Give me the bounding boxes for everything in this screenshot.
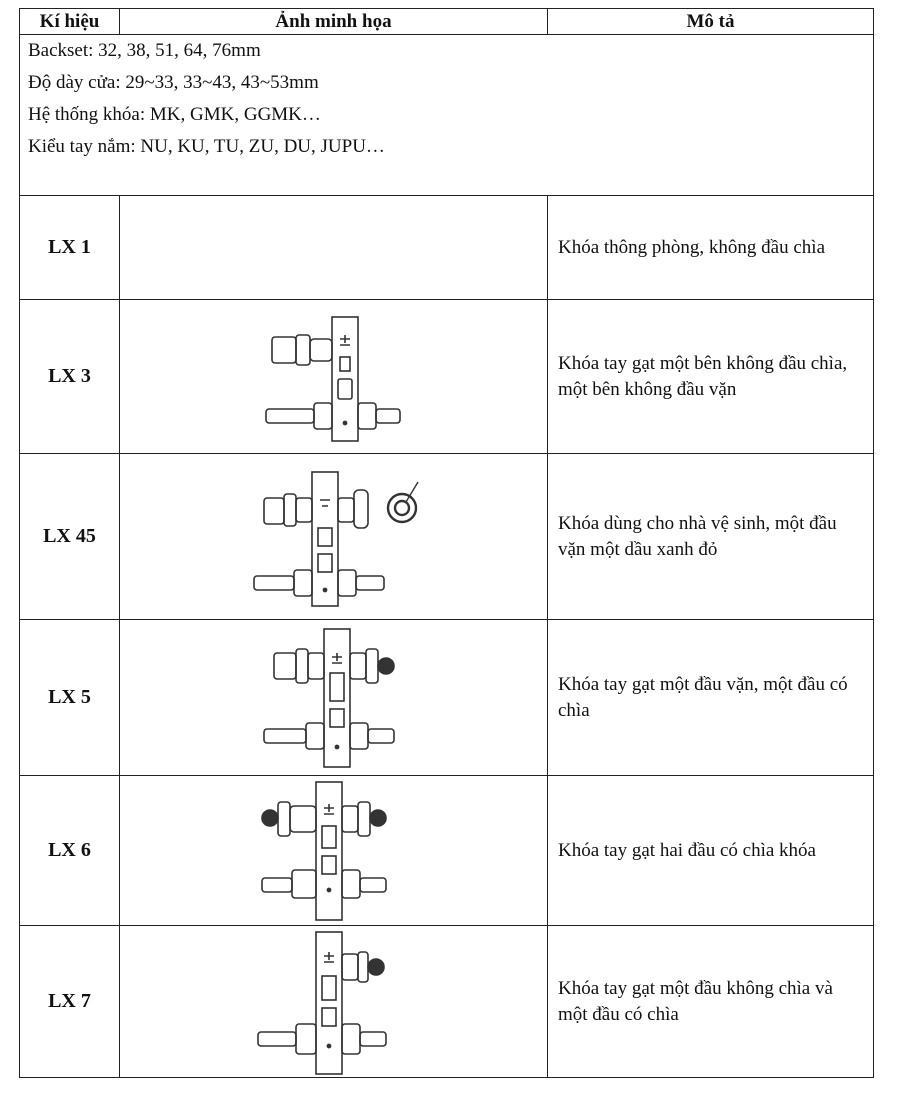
row-code: LX 5 xyxy=(20,620,120,776)
row-code: LX 1 xyxy=(20,196,120,300)
info-handle-style: Kiểu tay nắm: NU, KU, TU, ZU, DU, JUPU… xyxy=(28,136,385,157)
row-description: Khóa tay gạt một bên không đầu chìa, một bên không đầu vặn xyxy=(548,300,874,454)
table-row xyxy=(20,300,874,454)
lever-lock-illustration xyxy=(254,309,414,445)
table-row xyxy=(20,776,874,926)
info-cell xyxy=(20,35,874,196)
lever-lock-thumbturn-key-illustration xyxy=(254,625,414,771)
row-code: LX 3 xyxy=(20,300,120,454)
lever-lock-double-key-illustration xyxy=(254,778,414,924)
row-description: Khóa dùng cho nhà vệ sinh, một đầu vặn một dầu xanh đỏ xyxy=(548,454,874,620)
info-lock-system: Hệ thống khóa: MK, GMK, GGMK… xyxy=(28,104,321,125)
row-code: LX 6 xyxy=(20,776,120,926)
header-code: Kí hiệu xyxy=(20,9,120,35)
row-description: Khóa tay gạt hai đầu có chìa khóa xyxy=(548,776,874,926)
table-row xyxy=(20,196,874,300)
row-description: Khóa thông phòng, không đầu chìa xyxy=(548,196,874,300)
lever-lock-indicator-illustration xyxy=(234,462,434,612)
row-code: LX 7 xyxy=(20,926,120,1078)
lock-spec-table xyxy=(19,8,874,1078)
row-description: Khóa tay gạt một đầu vặn, một đầu có chìa xyxy=(548,620,874,776)
info-backset: Backset: 32, 38, 51, 64, 76mm xyxy=(28,40,261,61)
info-door-thickness: Độ dày cửa: 29~33, 33~43, 43~53mm xyxy=(28,72,319,93)
header-image: Ảnh minh họa xyxy=(120,9,548,35)
table-row xyxy=(20,454,874,620)
lever-lock-single-key-illustration xyxy=(254,928,414,1076)
info-row xyxy=(20,35,874,196)
row-description: Khóa tay gạt một đầu không chìa và một đầu có chìa xyxy=(548,926,874,1078)
table-row xyxy=(20,620,874,776)
header-row xyxy=(20,9,874,35)
header-description: Mô tả xyxy=(548,9,874,35)
table-row xyxy=(20,926,874,1078)
row-code: LX 45 xyxy=(20,454,120,620)
row-image-empty xyxy=(120,196,548,300)
